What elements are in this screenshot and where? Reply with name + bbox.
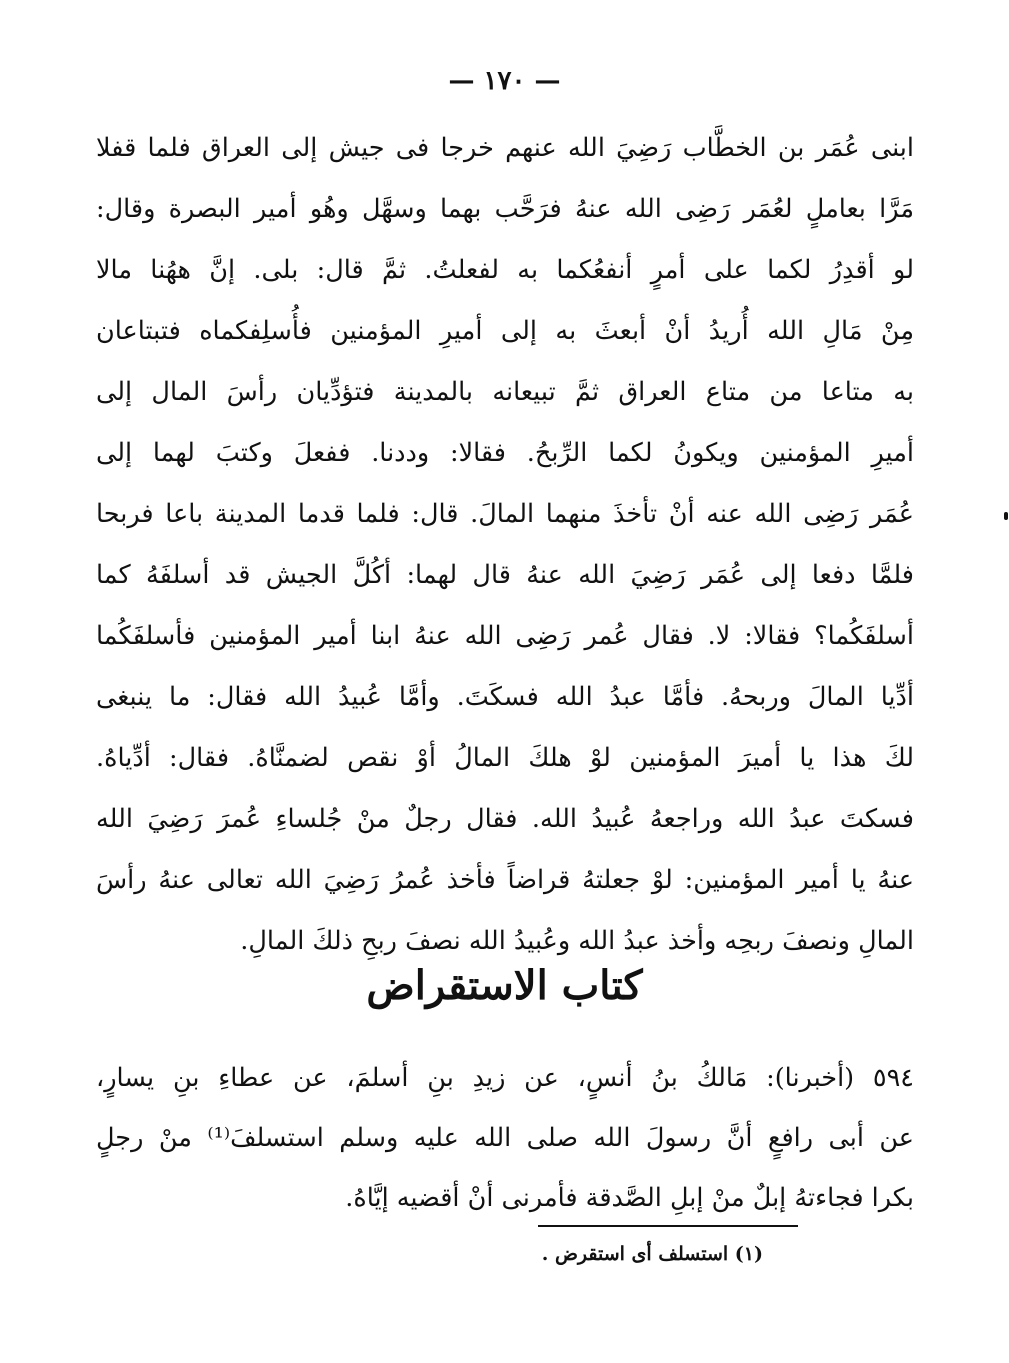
text-line: لكَ هذا يا أميرَ المؤمنين لوْ هلكَ المالُ أوْ نقص لضمنَّاهُ. فقال: أدِّياهُ. (96, 743, 914, 773)
body-text (96, 118, 914, 972)
text-line: أسلفَكُما؟ فقالا: لا. فقال عُمر رَضِى الله عنهُ ابنا أمير المؤمنين فأسلفَكُما (96, 621, 914, 651)
text-line: به متاعا من متاع العراق ثمَّ تبيعانه بالمدينة فتؤدِّيان رأسَ المال إلى (96, 377, 914, 407)
hadith-text (96, 1048, 914, 1228)
text-line: عن أبى رافعٍ أنَّ رسولَ الله صلى الله عليه وسلم استسلفَ⁽¹⁾ منْ رجلٍ (96, 1123, 914, 1153)
text-line: أدِّيا المالَ وربحهُ. فأمَّا عبدُ الله فسكَتَ. وأمَّا عُبيدُ الله فقال: ما ينبغى (96, 682, 914, 712)
text-line: المالِ ونصفَ ربحِه وأخذ عبدُ الله وعُبيدُ الله نصفَ ربحِ ذلكَ المالِ. (240, 926, 914, 956)
page-number: — ١٧٠ — (448, 66, 561, 96)
text-line: فسكتَ عبدُ الله وراجعهُ عُبيدُ الله. فقال رجلٌ منْ جُلساءِ عُمرَ رَضِيَ الله (96, 804, 914, 834)
text-line: عنهُ يا أمير المؤمنين: لوْ جعلتهُ قراضاً فأخذ عُمرُ رَضِيَ الله تعالى عنهُ رأسَ (96, 865, 914, 895)
section-title: كتاب الاستقراض (366, 962, 643, 1009)
text-line: فلمَّا دفعا إلى عُمَر رَضِيَ الله عنهُ قال لهما: أكُلَّ الجيش قد أسلفَهُ كما (96, 560, 914, 590)
footnote-divider (538, 1225, 798, 1227)
text-line: بكرا فجاءتهُ إبلٌ منْ إبلِ الصَّدقة فأمرنى أنْ أقضيه إيَّاهُ. (345, 1183, 914, 1213)
text-line: ابنى عُمَر بن الخطَّاب رَضِيَ الله عنهم خرجا فى جيش إلى العراق فلما قفلا (96, 133, 914, 163)
text-line: مِنْ مَالِ الله أُريدُ أنْ أبعثَ به إلى أميرِ المؤمنين فأُسلِفكماه فتبتاعان (96, 316, 914, 346)
text-line: لو أقدِرُ لكما على أمرٍ أنفعُكما به لفعلتُ. ثمَّ قال: بلى. إنَّ ههُنا مالا (96, 255, 914, 285)
footnote: (١) استسلف أى استقرض . (541, 1243, 763, 1265)
margin-mark (1004, 512, 1008, 520)
text-line: ٥٩٤ (أخبرنا): مَالكُ بنُ أنسٍ، عن زيدِ بنِ أسلمَ، عن عطاءِ بنِ يسارٍ، (96, 1063, 914, 1093)
text-line: مَرَّا بعاملٍ لعُمَر رَضِى الله عنهُ فرَحَّب بهما وسهَّل وهُو أمير البصرة وقال: (96, 194, 914, 224)
text-line: عُمَر رَضِى الله عنه أنْ تأخذَ منهما المالَ. قال: فلما قدما المدينة باعا فربحا (96, 499, 914, 529)
text-line: أميرِ المؤمنين ويكونُ لكما الرِّبحُ. فقالا: وددنا. ففعلَ وكتبَ لهما إلى (96, 438, 914, 468)
